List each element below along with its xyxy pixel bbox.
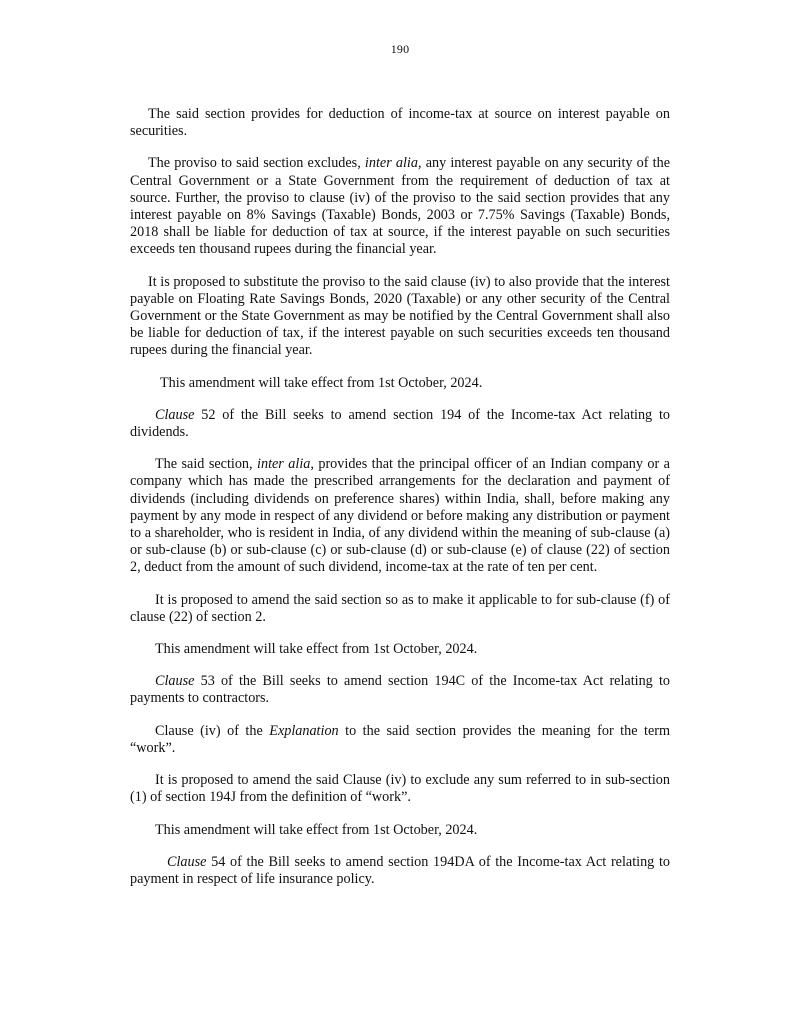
paragraph <box>130 772 670 806</box>
paragraph <box>130 456 670 576</box>
paragraph-text: provides that the principal officer of an Indian company or a company which has made the prescribed arrangements for the declaration and payment of dividends (including dividends on preference shares) within India, shall, before making any payment by any mode in respect of any dividend or before making any distribution or payment to a shareholder, who is resident in India, of any dividend within the meaning of sub-clause (a) or sub-clause (b) or sub-clause (c) or sub-clause (d) or sub-clause (e) of clause (22) of section 2, deduct from the amount of such dividend, income-tax at the rate of ten per cent. <box>130 456 670 576</box>
paragraph-text: The said section provides for deduction of income-tax at source on interest payable on securities. <box>130 106 670 140</box>
paragraph-text: Clause (iv) of the <box>155 722 270 739</box>
page-number: 190 <box>390 42 410 56</box>
italic-phrase: Explanation <box>269 722 339 739</box>
italic-phrase: Clause <box>167 853 207 870</box>
paragraph <box>130 723 670 757</box>
paragraph-text: It is proposed to substitute the proviso to the said clause (iv) to also provide that the interest payable on Floating Rate Savings Bonds, 2020 (Taxable) or any other security of the Central Government or the State Government as may be notified by the Central Government shall also be liable for deduction of tax, if the interest payable on such securities exceeds ten thousand rupees during the financial year. <box>130 273 670 359</box>
paragraph <box>130 641 670 658</box>
paragraph <box>130 274 670 360</box>
document-body <box>130 106 670 903</box>
paragraph-text: The said section, <box>155 456 258 473</box>
paragraph <box>130 155 670 258</box>
paragraph <box>130 592 670 626</box>
paragraph-text: 52 of the Bill seeks to amend section 194 of the Income-tax Act relating to dividends. <box>130 406 670 441</box>
paragraph <box>130 822 670 839</box>
paragraph-text: This amendment will take effect from 1st October, 2024. <box>160 374 483 391</box>
paragraph-text: to the said section provides the meaning for the term “work”. <box>130 722 671 756</box>
paragraph-text: The proviso to said section excludes, <box>148 155 365 172</box>
italic-phrase: inter alia, <box>257 456 314 473</box>
paragraph-text: 54 of the Bill seeks to amend section 194DA of the Income-tax Act relating to payment in respect of life insurance policy. <box>130 853 670 887</box>
paragraph <box>130 106 670 140</box>
paragraph <box>130 375 670 392</box>
paragraph-text: It is proposed to amend the said section so as to make it applicable to for sub-clause (f) of clause (22) of section 2. <box>130 591 670 625</box>
paragraph-text: It is proposed to amend the said Clause (iv) to exclude any sum referred to in sub-section (1) of section 194J from the definition of “work”. <box>130 772 670 806</box>
italic-phrase: Clause <box>155 673 195 690</box>
italic-phrase: Clause <box>155 406 195 423</box>
paragraph-text: any interest payable on any security of the Central Government or a State Government from the requirement of deduction of tax at source. Further, the proviso to clause (iv) of the proviso to the said section provides that any interest payable on 8% Savings (Taxable) Bonds, 2003 or 7.75% Savings (Taxable) Bonds, 2018 shall be liable for deduction of tax at source, if the interest payable on such securities exceeds ten thousand rupees during the financial year. <box>130 155 670 258</box>
paragraph <box>130 407 670 441</box>
paragraph-text: This amendment will take effect from 1st October, 2024. <box>155 821 478 838</box>
paragraph-text: 53 of the Bill seeks to amend section 194C of the Income-tax Act relating to payments to contractors. <box>130 673 670 707</box>
paragraph-text: This amendment will take effect from 1st October, 2024. <box>155 641 478 658</box>
italic-phrase: inter alia, <box>364 155 422 172</box>
paragraph <box>130 854 670 888</box>
paragraph <box>130 673 670 707</box>
